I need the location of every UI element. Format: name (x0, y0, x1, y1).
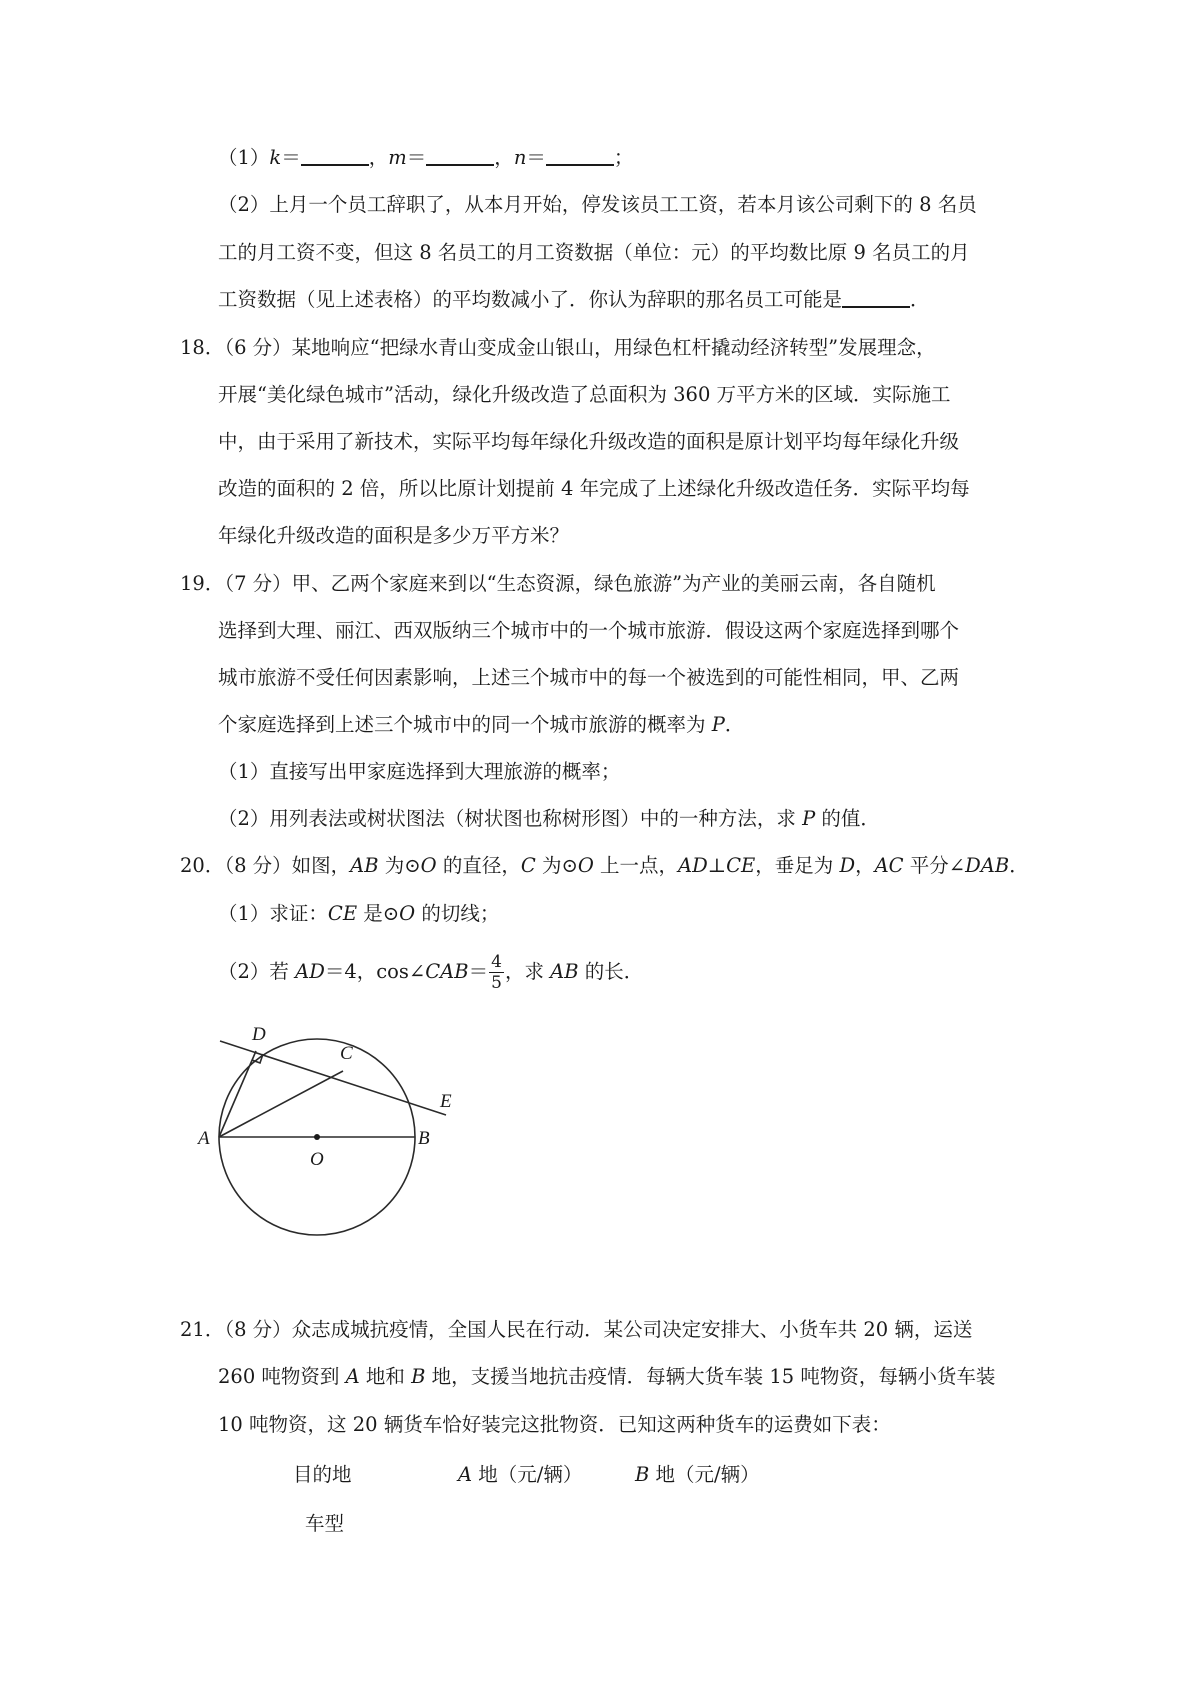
q21-line3: 10 吨物资，这 20 辆货车恰好装完这批物资．已知这两种货车的运费如下表： (218, 1413, 891, 1436)
q19-line3: 城市旅游不受任何因素影响，上述三个城市中的每一个被选到的可能性相同，甲、乙两 (218, 666, 960, 689)
q19-line2: 选择到大理、丽江、西双版纳三个城市中的一个城市旅游．假设这两个家庭选择到哪个 (218, 619, 960, 642)
q21-line1: 21．（8 分）众志成城抗疫情，全国人民在行动．某公司决定安排大、小货车共 20 辆，运送 (180, 1318, 973, 1341)
center-point-o (314, 1134, 320, 1140)
table-header-vehicle: 车型 (305, 1512, 345, 1535)
q19-part2: （2）用列表法或树状图法（树状图也称树形图）中的一种方法，求 P 的值． (218, 807, 880, 830)
q17-part2-line2: 工的月工资不变，但这 8 名员工的月工资数据（单位：元）的平均数比原 9 名员工的月 (218, 241, 970, 264)
q18-line1: 18．（6 分）某地响应“把绿水青山变成金山银山，用绿色杠杆撬动经济转型”发展理念， (180, 336, 936, 359)
answer-blank-m[interactable] (426, 144, 494, 166)
label-o: O (310, 1149, 324, 1170)
q17-part2-line3: 工资数据（见上述表格）的平均数减小了．你认为辞职的那名员工可能是 ． (218, 288, 930, 311)
q19-line1: 19．（7 分）甲、乙两个家庭来到以“生态资源，绿色旅游”为产业的美丽云南，各自随机 (180, 572, 936, 595)
tangent-line-ce (220, 1041, 446, 1115)
q17-part1: （1）k＝ ，m＝ ，n＝ ； (218, 146, 634, 169)
table-header-col-a: A 地（元/辆） (458, 1463, 583, 1486)
segment-ad (219, 1051, 256, 1137)
table-header-col-b: B 地（元/辆） (635, 1463, 760, 1486)
label-b: B (418, 1128, 430, 1149)
label-c: C (340, 1043, 353, 1064)
q18-line5: 年绿化升级改造的面积是多少万平方米？ (218, 524, 570, 547)
q19-part1: （1）直接写出甲家庭选择到大理旅游的概率； (218, 760, 621, 783)
answer-blank-k[interactable] (301, 144, 369, 166)
circle-tangent-figure (200, 1020, 520, 1290)
q17-part2-line1: （2）上月一个员工辞职了，从本月开始，停发该员工工资，若本月该公司剩下的 8 名员 (218, 193, 977, 216)
q18-line4: 改造的面积的 2 倍，所以比原计划提前 4 年完成了上述绿化升级改造任务．实际平均每 (218, 477, 970, 500)
q21-line2: 260 吨物资到 A 地和 B 地，支援当地抗击疫情．每辆大货车装 15 吨物资，每辆小货车装 (218, 1365, 996, 1388)
q18-line2: 开展“美化绿色城市”活动，绿化升级改造了总面积为 360 万平方米的区域．实际施工 (218, 383, 951, 406)
answer-blank-n[interactable] (546, 144, 614, 166)
q19-line4: 个家庭选择到上述三个城市中的同一个城市旅游的概率为 P． (218, 713, 745, 736)
label-a: A (198, 1128, 210, 1149)
q18-line3: 中，由于采用了新技术，实际平均每年绿化升级改造的面积是原计划平均每年绿化升级 (218, 430, 960, 453)
fraction-four-fifths: $\frac{4}{5}$ (491, 952, 502, 993)
q20-part2: （2）若 AD＝4，cos∠CAB＝ $\frac{4}{5}$ ，求 AB 的长． (218, 952, 644, 993)
label-d: D (252, 1024, 266, 1045)
table-header-destination: 目的地 (293, 1463, 352, 1486)
q20-line1: 20．（8 分）如图，AB 为⊙O 的直径，C 为⊙O 上一点，AD⊥CE，垂足为 D，AC 平分∠DAB． (180, 854, 1029, 877)
q20-part1: （1）求证：CE 是⊙O 的切线； (218, 902, 500, 925)
answer-blank-employee[interactable] (842, 286, 910, 308)
label-e: E (440, 1091, 452, 1112)
